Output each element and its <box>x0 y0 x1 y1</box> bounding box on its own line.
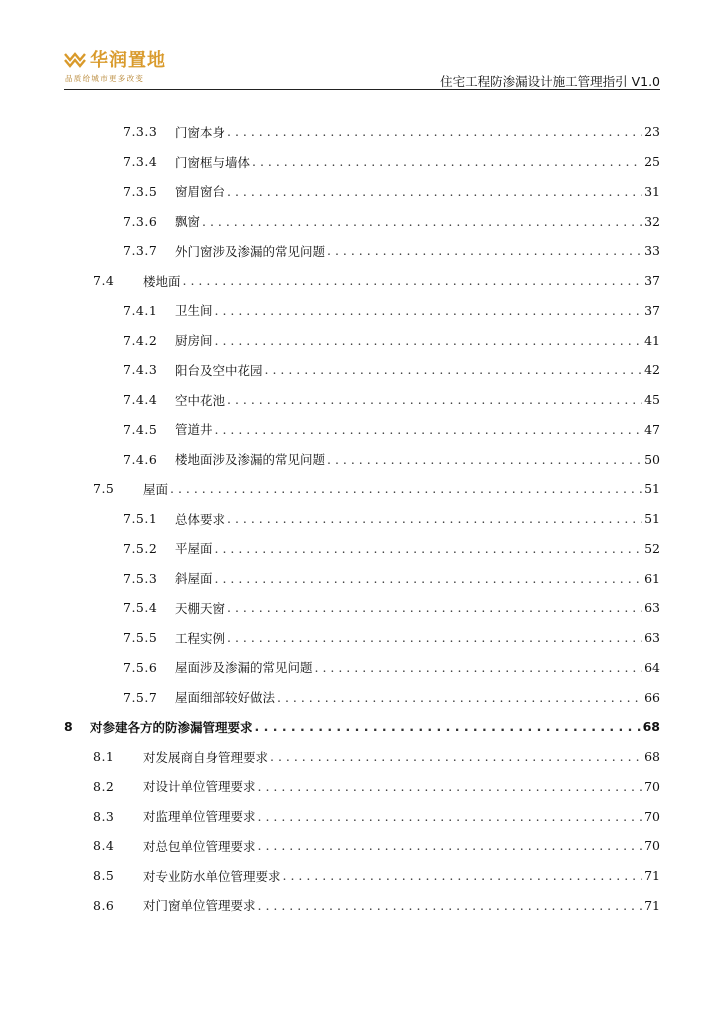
toc-leader-dots <box>215 303 642 318</box>
toc-leader-dots <box>258 898 642 913</box>
toc-leader-dots <box>258 838 642 853</box>
company-logo <box>64 46 184 86</box>
toc-entry-number: 7.3.3 <box>123 124 158 140</box>
toc-entry-page: 68 <box>642 719 660 735</box>
toc-entry[interactable] <box>64 206 660 236</box>
toc-entry-number: 7.4.3 <box>123 362 158 378</box>
page-header <box>0 0 724 100</box>
toc-entry[interactable] <box>64 236 660 266</box>
toc-entry[interactable] <box>64 444 660 474</box>
toc-entry-title: 屋面涉及渗漏的常见问题 <box>175 660 313 676</box>
toc-entry-title: 阳台及空中花园 <box>175 362 263 378</box>
toc-leader-dots <box>183 273 642 288</box>
toc-entry-title: 门窗框与墙体 <box>175 154 251 170</box>
toc-entry-title: 平屋面 <box>175 541 213 557</box>
toc-entry-page: 37 <box>644 273 660 289</box>
toc-leader-dots <box>227 124 642 139</box>
toc-entry-title: 空中花池 <box>175 392 226 408</box>
toc-leader-dots <box>227 511 642 526</box>
toc-entry-number: 7.5 <box>93 481 115 497</box>
toc-entry-page: 33 <box>644 243 660 259</box>
logo-name: 华润置地 <box>90 50 166 71</box>
toc-entry-number: 7.4.1 <box>123 302 158 318</box>
toc-entry-page: 63 <box>644 630 660 646</box>
toc-entry-title: 厨房间 <box>175 333 213 349</box>
toc-entry-title: 管道井 <box>175 422 213 438</box>
toc-entry-number: 7.5.4 <box>123 600 158 616</box>
toc-entry-number: 8.2 <box>93 778 115 794</box>
toc-leader-dots <box>215 571 642 586</box>
toc-leader-dots <box>170 481 642 496</box>
toc-leader-dots <box>315 660 642 675</box>
toc-entry[interactable] <box>64 177 660 207</box>
toc-entry-page: 50 <box>644 451 660 467</box>
toc-entry-page: 45 <box>644 392 660 408</box>
toc-entry[interactable] <box>64 296 660 326</box>
toc-entry-number: 7.3.7 <box>123 243 158 259</box>
toc-leader-dots <box>265 362 642 377</box>
toc-entry-page: 41 <box>644 332 660 348</box>
toc-leader-dots <box>255 719 641 734</box>
toc-leader-dots <box>202 214 642 229</box>
toc-entry-number: 7.5.6 <box>123 659 158 675</box>
toc-entry-page: 32 <box>644 213 660 229</box>
toc-entry-page: 37 <box>644 302 660 318</box>
toc-entry[interactable] <box>64 593 660 623</box>
toc-entry-number: 7.3.6 <box>123 213 158 229</box>
toc-entry-page: 63 <box>644 600 660 616</box>
toc-entry[interactable] <box>64 563 660 593</box>
toc-entry-title: 对设计单位管理要求 <box>143 779 256 795</box>
toc-entry[interactable] <box>64 147 660 177</box>
toc-entry[interactable] <box>64 712 660 742</box>
toc-entry-page: 47 <box>644 421 660 437</box>
toc-leader-dots <box>215 422 642 437</box>
toc-entry-page: 70 <box>644 838 660 854</box>
toc-entry[interactable] <box>64 355 660 385</box>
toc-entry[interactable] <box>64 891 660 921</box>
toc-entry-title: 对发展商自身管理要求 <box>143 749 269 765</box>
toc-entry-page: 51 <box>644 481 660 497</box>
toc-entry-title: 外门窗涉及渗漏的常见问题 <box>175 243 326 259</box>
toc-entry-number: 7.3.4 <box>123 154 158 170</box>
header-divider <box>64 89 660 90</box>
toc-leader-dots <box>258 809 642 824</box>
toc-entry-title: 屋面细部较好做法 <box>175 690 276 706</box>
toc-entry-number: 7.4.4 <box>123 392 158 408</box>
toc-entry-number: 7.4.2 <box>123 332 158 348</box>
toc-entry-title: 工程实例 <box>175 630 226 646</box>
toc-entry-title: 总体要求 <box>175 511 226 527</box>
toc-entry[interactable] <box>64 831 660 861</box>
logo-slogan: 品质给城市更多改变 <box>65 74 145 83</box>
toc-entry-page: 71 <box>644 897 660 913</box>
toc-entry-number: 7.5.2 <box>123 540 158 556</box>
toc-leader-dots <box>252 154 642 169</box>
toc-entry-title: 屋面 <box>143 481 169 497</box>
toc-entry[interactable] <box>64 742 660 772</box>
toc-entry[interactable] <box>64 504 660 534</box>
toc-entry-page: 71 <box>644 868 660 884</box>
toc-entry-page: 70 <box>644 778 660 794</box>
toc-entry[interactable] <box>64 325 660 355</box>
toc-leader-dots <box>327 452 642 467</box>
toc-leader-dots <box>277 690 642 705</box>
toc-entry-page: 23 <box>644 124 660 140</box>
toc-entry-title: 对监理单位管理要求 <box>143 809 256 825</box>
table-of-contents <box>64 117 660 920</box>
toc-entry[interactable] <box>64 266 660 296</box>
toc-entry-page: 31 <box>644 183 660 199</box>
toc-entry[interactable] <box>64 117 660 147</box>
toc-entry[interactable] <box>64 623 660 653</box>
toc-entry[interactable] <box>64 772 660 802</box>
toc-entry[interactable] <box>64 861 660 891</box>
toc-entry-title: 对总包单位管理要求 <box>143 838 256 854</box>
toc-entry-title: 楼地面 <box>143 273 181 289</box>
toc-entry[interactable] <box>64 534 660 564</box>
document-title: 住宅工程防渗漏设计施工管理指引 V1.0 <box>440 74 660 89</box>
toc-leader-dots <box>227 184 642 199</box>
toc-entry-number: 7.4.5 <box>123 421 158 437</box>
toc-entry-number: 8.6 <box>93 897 115 913</box>
toc-leader-dots <box>227 600 642 615</box>
toc-entry-title: 对参建各方的防渗漏管理要求 <box>90 719 253 735</box>
toc-entry-number: 8 <box>64 719 74 735</box>
toc-entry[interactable] <box>64 415 660 445</box>
toc-entry-page: 68 <box>644 749 660 765</box>
toc-entry-title: 窗眉窗台 <box>175 184 226 200</box>
toc-entry-page: 64 <box>644 659 660 675</box>
toc-entry-title: 门窗本身 <box>175 124 226 140</box>
toc-leader-dots <box>227 630 642 645</box>
toc-entry-number: 8.4 <box>93 838 115 854</box>
toc-entry-number: 8.5 <box>93 868 115 884</box>
toc-entry-page: 61 <box>644 570 660 586</box>
toc-leader-dots <box>215 541 642 556</box>
toc-entry-number: 7.4.6 <box>123 451 158 467</box>
toc-entry-number: 8.1 <box>93 749 115 765</box>
toc-entry-page: 70 <box>644 808 660 824</box>
toc-leader-dots <box>258 779 642 794</box>
toc-entry-number: 7.4 <box>93 273 115 289</box>
toc-leader-dots <box>215 333 642 348</box>
toc-leader-dots <box>270 749 642 764</box>
toc-leader-dots <box>227 392 642 407</box>
toc-entry-number: 7.5.3 <box>123 570 158 586</box>
toc-leader-dots <box>327 243 642 258</box>
toc-entry-title: 对专业防水单位管理要求 <box>143 868 281 884</box>
toc-entry-title: 卫生间 <box>175 303 213 319</box>
toc-entry[interactable] <box>64 385 660 415</box>
logo-mark-icon <box>64 48 88 68</box>
toc-entry-number: 7.3.5 <box>123 183 158 199</box>
toc-entry-number: 7.5.1 <box>123 511 158 527</box>
toc-entry-number: 7.5.5 <box>123 630 158 646</box>
toc-leader-dots <box>283 868 642 883</box>
toc-entry-title: 飘窗 <box>175 214 201 230</box>
toc-entry-title: 楼地面涉及渗漏的常见问题 <box>175 452 326 468</box>
toc-entry-page: 42 <box>644 362 660 378</box>
toc-entry-number: 8.3 <box>93 808 115 824</box>
toc-entry-title: 对门窗单位管理要求 <box>143 898 256 914</box>
toc-entry-page: 25 <box>644 154 660 170</box>
toc-entry-page: 52 <box>644 540 660 556</box>
toc-entry-page: 66 <box>644 689 660 705</box>
toc-entry[interactable] <box>64 682 660 712</box>
toc-entry[interactable] <box>64 801 660 831</box>
toc-entry[interactable] <box>64 653 660 683</box>
toc-entry-title: 斜屋面 <box>175 571 213 587</box>
toc-entry-number: 7.5.7 <box>123 689 158 705</box>
toc-entry[interactable] <box>64 474 660 504</box>
toc-entry-title: 天棚天窗 <box>175 600 226 616</box>
toc-entry-page: 51 <box>644 511 660 527</box>
